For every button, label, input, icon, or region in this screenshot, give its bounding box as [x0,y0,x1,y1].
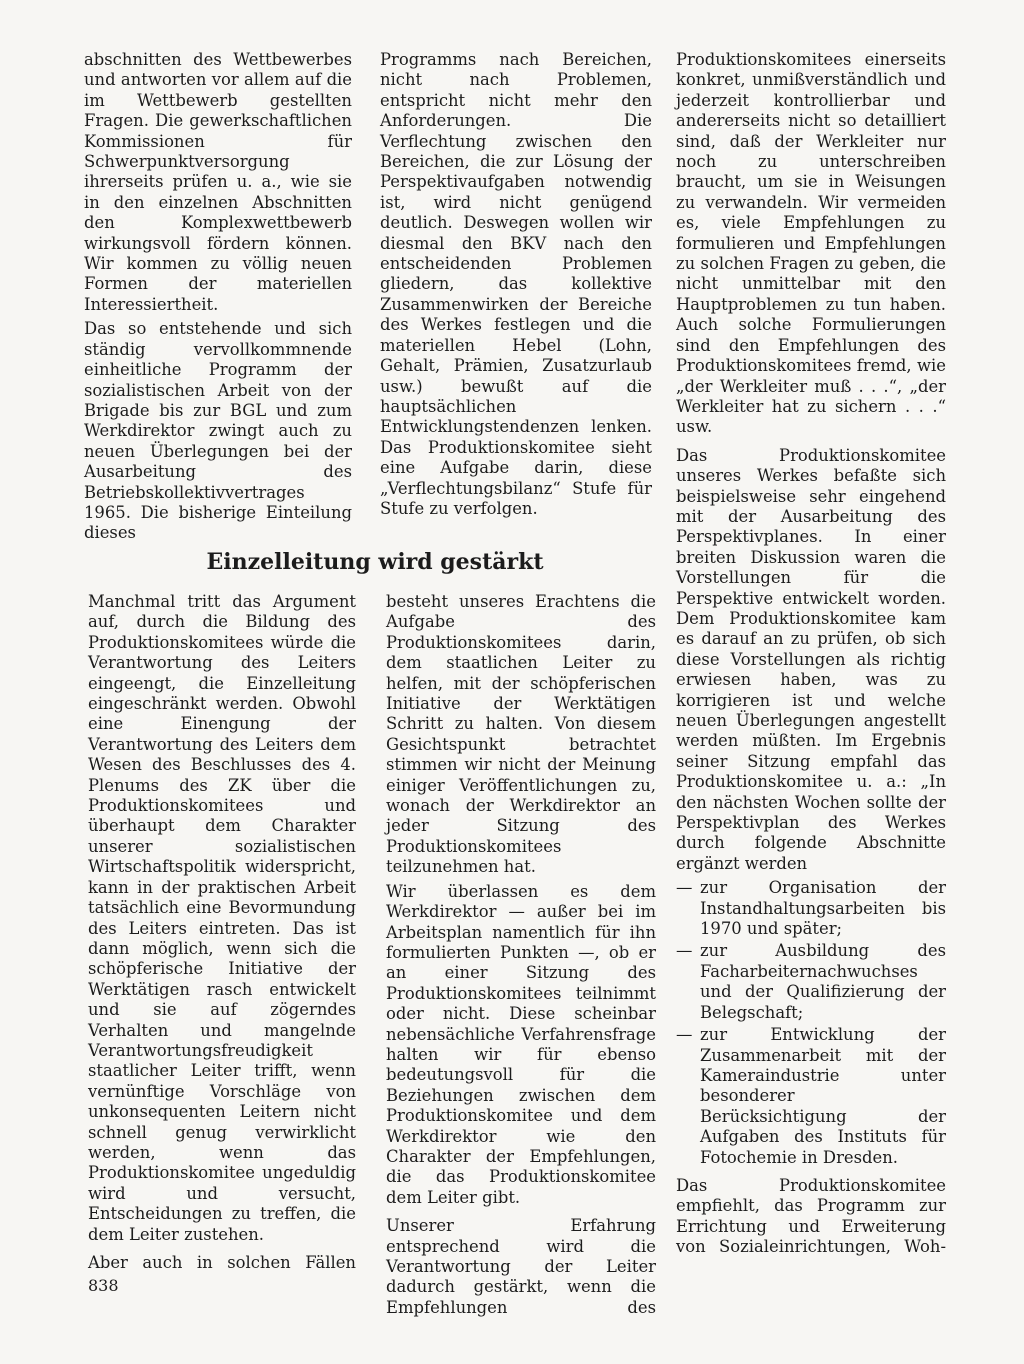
dash-marker: — [676,1025,693,1045]
paragraph: abschnitten des Wettbewerbes und antworten vor allem auf die im Wettbewerb gestellten Fragen. Die gewerkschaftlichen Kommissionen für Schwerpunktversorgung ihrerseits prüfen u. a., wie sie in den einzelnen Abschnitten den Komplexwettbewerb wirkungsvoll fördern können. Wir kommen zu völlig neuen Formen der materiellen Interessiertheit. [84,50,352,314]
paragraph: Programms nach Bereichen, nicht nach Problemen, entspricht nicht mehr den Anforderungen. Die Verflechtung zwischen den Bereichen, die zur Lösung der Perspektivaufgaben notwendig ist, wird nicht genügend deutlich. Deswegen wollen wir diesmal den BKV nach den entscheidenden Problemen gliedern, das kollektive Zusammenwirken der Bereiche des Werkes festlegen und die materiellen Hebel (Lohn, Gehalt, Prämien, Zusatzurlaub usw.) bewußt auf die hauptsächlichen Entwicklungstendenzen lenken. Das Produktionskomitee sieht eine Aufgabe darin, diese „Verflechtungsbilanz“ Stufe für Stufe zu verfolgen. [380,50,652,518]
section-heading: Einzelleitung wird gestärkt [206,549,544,575]
column-3 [676,50,946,1258]
list-item-text: zur Entwicklung der Zusammenarbeit mit der Kameraindustrie unter besonderer Berücksichtigung der Aufgaben des Instituts für Fotochemie in Dresden. [700,1025,946,1167]
list-item [676,878,946,939]
paragraph: Manchmal tritt das Argument auf, durch die Bildung des Produktionskomitees würde die Verantwortung des Leiters eingeengt, die Einzelleitung eingeschränkt werden. Obwohl eine Einengung der Verantwortung des Leiters dem Wesen des Beschlusses des 4. Plenums des ZK über die Produktionskomitees und überhaupt dem Charakter unserer sozialistischen Wirtschaftspolitik widerspricht, kann in der praktischen Arbeit tatsächlich eine Bevormundung des Leiters eintreten. Das ist dann möglich, wenn sich die schöpferische Initiative der Werktätigen rasch entwickelt und sie auf zögerndes Verhalten und mangelnde Verantwortungsfreudigkeit staatlicher Leiter trifft, wenn vernünftige Vorschläge von unkonsequenten Leitern nicht schnell genug verwirklicht werden, wenn das Produktionskomitee ungeduldig wird und versucht, Entscheidungen zu treffen, die dem Leiter zustehen. [88,592,356,1244]
paragraph: Das so entstehende und sich ständig vervollkommnende einheitliche Programm der sozialistischen Arbeit von der Brigade bis zur BGL und zum Werkdirektor zwingt auch zu neuen Überlegungen bei der Ausarbeitung des Betriebskollektivvertrages 1965. Die bisherige Einteilung dieses [84,319,352,543]
paragraph: Unserer Erfahrung entsprechend wird die Verantwortung der Leiter dadurch gestärkt, wenn die Empfehlungen des [386,1216,656,1317]
dash-marker: — [676,878,693,898]
column-5 [386,592,656,1318]
paragraph: besteht unseres Erachtens die Aufgabe des Produktionskomitees darin, dem staatlichen Leiter zu helfen, mit der schöpferischen Initiative der Werktätigen Schritt zu halten. Von diesem Gesichtspunkt betrachtet stimmen wir nicht der Meinung einiger Veröffentlichungen zu, wonach der Werkdirektor an jeder Sitzung des Produktionskomitees teilzunehmen hat. [386,592,656,877]
paragraph: Aber auch in solchen Fällen [88,1253,356,1272]
page-number: 838 [88,1276,119,1295]
list-item [676,1025,946,1168]
list-item-text: zur Organisation der Instandhaltungsarbeiten bis 1970 und später; [700,878,946,939]
column-2 [380,50,652,519]
dash-marker: — [676,941,693,961]
list-item-text: zur Ausbildung des Facharbeiternachwuchses und der Qualifizierung der Belegschaft; [700,941,946,1022]
list-item [676,941,946,1023]
column-4 [88,592,356,1273]
paragraph: Das Produktionskomitee unseres Werkes befaßte sich beispielsweise sehr eingehend mit der Ausarbeitung des Perspektivplanes. In einer breiten Diskussion waren die Vorstellungen für die Perspektive entwickelt worden. Dem Produktionskomitee kam es darauf an zu prüfen, ob sich diese Vorstellungen als richtig erwiesen haben, was zu korrigieren ist und welche neuen Überlegungen angestellt werden müßten. Im Ergebnis seiner Sitzung empfahl das Produktionskomitee u. a.: „In den nächsten Wochen sollte der Perspektivplan des Werkes durch folgende Abschnitte ergänzt werden [676,445,946,873]
dash-list [676,878,946,1168]
paragraph: Das Produktionskomitee empfiehlt, das Programm zur Errichtung und Erweiterung von Sozialeinrichtungen, Woh- [676,1175,946,1257]
column-1 [84,50,352,544]
paragraph: Produktionskomitees einerseits konkret, unmißverständlich und jederzeit kontrollierbar und andererseits nicht so detailliert sind, daß der Werkleiter nur noch zu unterschreiben braucht, um sie in Weisungen zu verwandeln. Wir vermeiden es, viele Empfehlungen zu formulieren und Empfehlungen zu solchen Fragen zu geben, die nicht unmittelbar mit den Hauptproblemen zu tun haben. Auch solche Formulierungen sind den Empfehlungen des Produktionskomitees fremd, wie „der Werkleiter muß . . .“, „der Werkleiter hat zu sichern . . .“ usw. [676,50,946,437]
paragraph: Wir überlassen es dem Werkdirektor — außer bei im Arbeitsplan namentlich für ihn formulierten Punkten —, ob er an einer Sitzung des Produktionskomitees teilnimmt oder nicht. Diese scheinbar nebensächliche Verfahrensfrage halten wir für ebenso bedeutungsvoll für die Beziehungen zwischen dem Produktionskomitee und dem Werkdirektor wie den Charakter der Empfehlungen, die das Produktionskomitee dem Leiter gibt. [386,881,656,1207]
